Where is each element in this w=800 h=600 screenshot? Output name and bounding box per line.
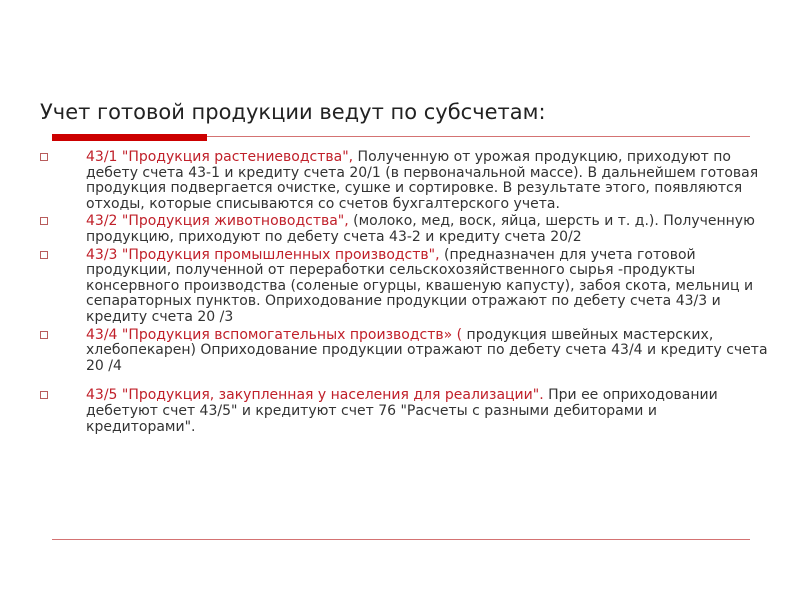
title-underline: [52, 134, 750, 142]
subaccount-description: продукция швейных мастерских, хлебопекарен) Оприходование продукции отражают по дебету счета 43/4 и кредиту счета 20 /4: [86, 326, 768, 374]
list-item-43-5: [40, 388, 770, 435]
subaccount-description: (молоко, мед, воск, яйца, шерсть и т. д.). Полученную продукцию, приходуют по дебету счета 43-2 и кредиту счета 20/2: [86, 213, 755, 245]
list-item-43-4: [40, 328, 770, 375]
list-item-43-3: [40, 248, 770, 326]
subaccount-heading: 43/3 "Продукция промышленных производств",: [86, 246, 440, 263]
square-bullet-icon: [40, 331, 48, 339]
subaccount-heading: 43/2 "Продукция животноводства",: [86, 213, 349, 230]
list-item-43-1: [40, 150, 770, 212]
square-bullet-icon: [40, 217, 48, 225]
subaccount-description: (предназначен для учета готовой продукции, полученной от переработки сельскохозяйственного сырья -продукты консервного производства (соленые огурцы, квашеную капусту), забоя скота, мельниц и сепараторных пунктов. Оприходование продукции отражают по дебету счета 43/3 и кредиту счета 20 /3: [86, 246, 754, 325]
subaccount-description: При ее оприходовании дебетуют счет 43/5" и кредитуют счет 76 "Расчеты с разными дебиторами и кредиторами".: [86, 387, 718, 435]
square-bullet-icon: [40, 153, 48, 161]
subaccount-heading: 43/1 "Продукция растениеводства",: [86, 149, 354, 165]
square-bullet-icon: [40, 251, 48, 259]
footer-divider: [52, 539, 750, 540]
slide-title: Учет готовой продукции ведут по субсчетам:: [40, 100, 546, 124]
subaccount-list: [40, 150, 770, 437]
subaccount-heading: 43/4 "Продукция вспомогательных производств» (: [86, 326, 463, 343]
subaccount-description: Полученную от урожая продукцию, приходуют по дебету счета 43-1 и кредиту счета 20/1 (в первоначальной массе). В дальнейшем готовая продукция подвергается очистке, сушке и сортировке. В результате этого, появляются отходы, которые списываются со счетов бухгалтерского учета.: [86, 149, 759, 212]
title-underline-accent: [52, 134, 207, 141]
list-item-43-2: [40, 214, 770, 245]
square-bullet-icon: [40, 391, 48, 399]
subaccount-heading: 43/5 "Продукция, закупленная у населения для реализации".: [86, 387, 544, 404]
